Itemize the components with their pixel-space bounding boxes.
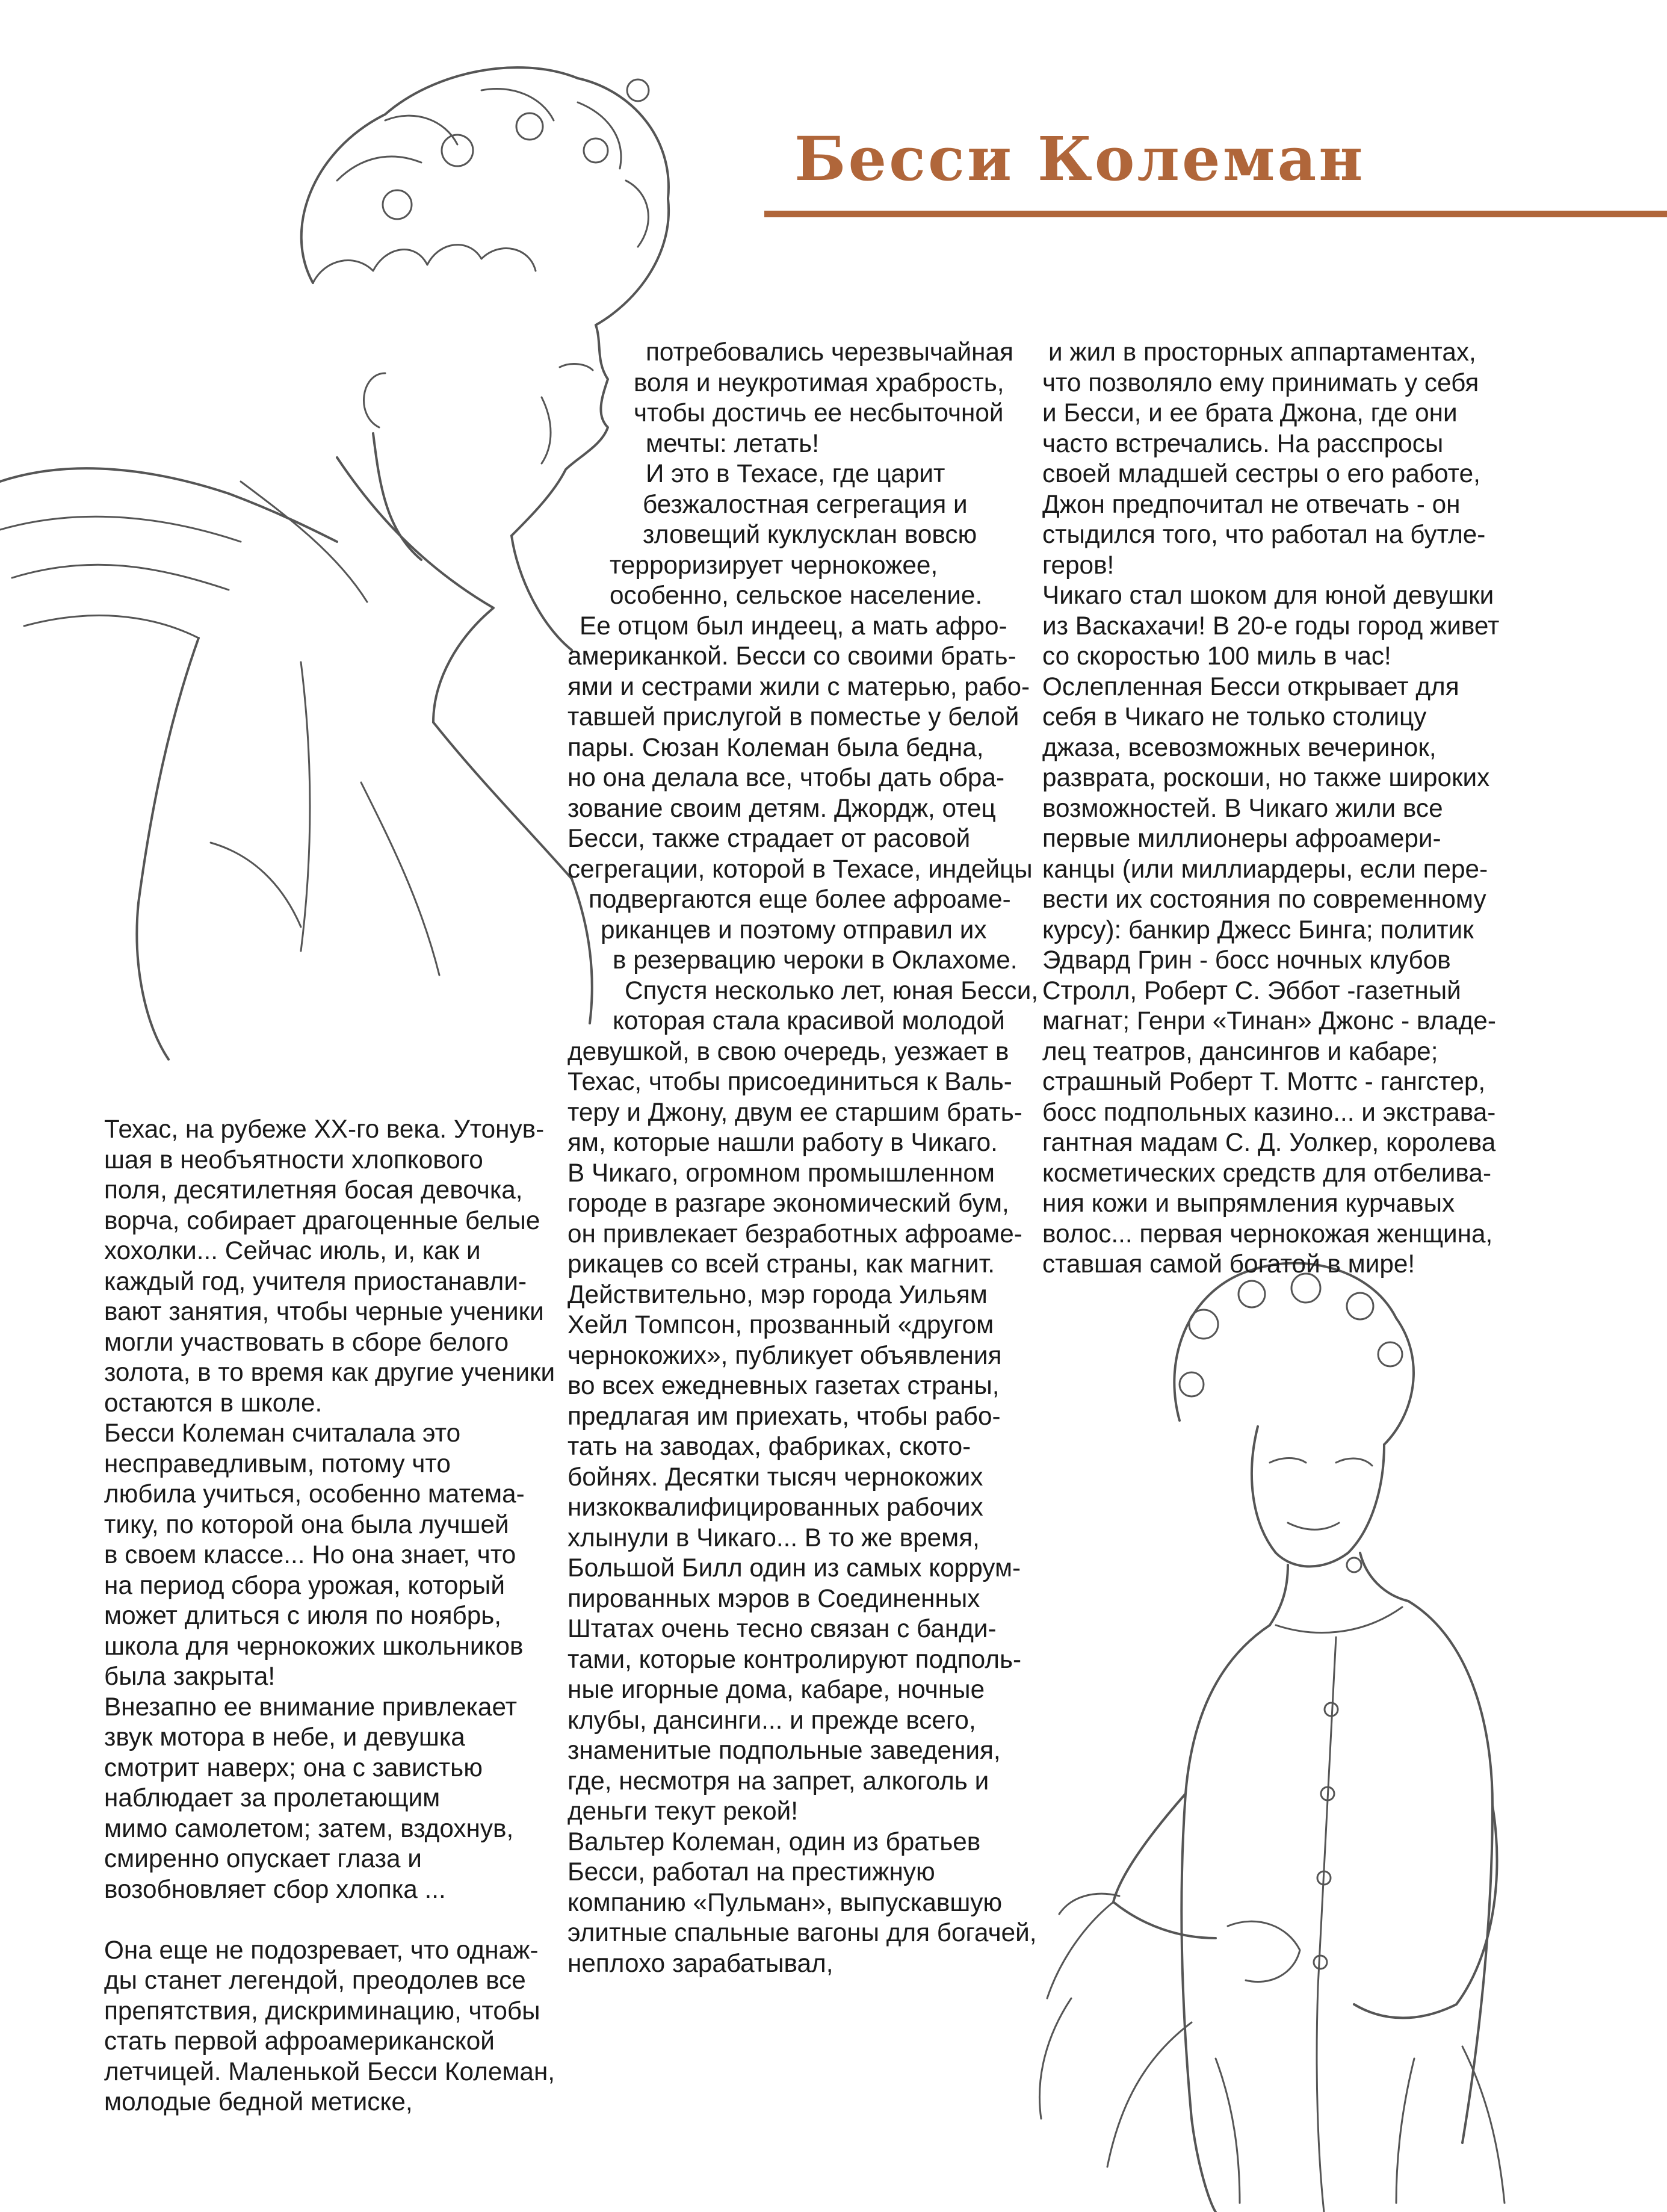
column1-line: золота, в то время как другие ученики <box>104 1358 555 1386</box>
column1-line: мимо самолетом; затем, вздохнув, <box>104 1814 514 1842</box>
column1-line: поля, десятилетняя босая девочка, <box>104 1176 523 1204</box>
column2-line: деньги текут рекой! <box>568 1797 799 1825</box>
column1-line: звук мотора в небе, и девушка <box>104 1723 465 1751</box>
column3-line: возможностей. В Чикаго жили все <box>1042 793 1443 822</box>
column2-line: риканцев и поэтому отправил их <box>601 915 987 944</box>
column2-line: подвергаются еще более афроаме- <box>589 885 1011 913</box>
column2-line: безжалостная сегрегация и <box>643 489 968 518</box>
column3-line: разврата, роскоши, но также широких <box>1042 763 1490 792</box>
column2-line: где, несмотря на запрет, алкоголь и <box>568 1766 989 1795</box>
column3-line: косметических средств для отбелива- <box>1042 1158 1492 1187</box>
column1-line: смиренно опускает глаза и <box>104 1844 422 1873</box>
column2-line: знаменитые подпольные заведения, <box>568 1736 1001 1764</box>
column2-line: тать на заводах, фабриках, ското- <box>568 1432 971 1460</box>
column2-line: Спустя несколько лет, юная Бесси, <box>625 976 1039 1005</box>
column1-line: вают занятия, чтобы черные ученики <box>104 1297 544 1325</box>
column3-line: джаза, всевозможных вечеринок, <box>1042 733 1437 761</box>
column2-line: но она делала все, чтобы дать обра- <box>568 763 1005 792</box>
column2-line: предлагая им приехать, чтобы рабо- <box>568 1401 1001 1430</box>
column1-line: несправедливым, потому что <box>104 1449 451 1478</box>
column2-line: он привлекает безработных афроаме- <box>568 1219 1022 1248</box>
column3-line: волос... первая чернокожая женщина, <box>1042 1219 1493 1248</box>
column2-line: городе в разгаре экономический бум, <box>568 1189 1009 1217</box>
text-column-2 <box>568 337 1038 1978</box>
column3-line: что позволяло ему принимать у себя <box>1042 368 1479 397</box>
column1-line: Она еще не подозревает, что однаж- <box>104 1935 539 1964</box>
column3-line: босс подпольных казино... и экстрава- <box>1042 1097 1496 1126</box>
column2-line: сегрегации, которой в Техасе, индейцы <box>568 854 1033 883</box>
column1-line: на период сбора урожая, который <box>104 1570 505 1599</box>
column1-line: стать первой афроамериканской <box>104 2027 495 2055</box>
column1-line: хохолки... Сейчас июль, и, как и <box>104 1236 481 1265</box>
text-column-3 <box>1042 337 1499 1280</box>
column1-line: Внезапно ее внимание привлекает <box>104 1692 517 1721</box>
column3-line: и Бесси, и ее брата Джона, где они <box>1042 398 1458 427</box>
column1-line: ды станет легендой, преодолев все <box>104 1966 526 1994</box>
column2-line: Бесси, также страдает от расовой <box>568 824 971 852</box>
column1-line: могли участвовать в сборе белого <box>104 1327 509 1356</box>
column3-line: из Васкахачи! В 20-е годы город живет <box>1042 611 1500 640</box>
column2-line: чернокожих», публикует объявления <box>568 1340 1002 1369</box>
column2-line: пированных мэров в Соединенных <box>568 1584 980 1613</box>
column3-line: гантная мадам С. Д. Уолкер, королева <box>1042 1128 1496 1156</box>
column2-line: бойнях. Десятки тысяч чернокожих <box>568 1462 983 1491</box>
column2-line: американкой. Бесси со своими брать- <box>568 642 1016 670</box>
column2-line: Действительно, мэр города Уильям <box>568 1280 988 1309</box>
column1-line: летчицей. Маленькой Бесси Колеман, <box>104 2057 555 2086</box>
column1-line: препятствия, дискриминацию, чтобы <box>104 1996 540 2025</box>
column3-line: Ослепленная Бесси открывает для <box>1042 672 1459 701</box>
column1-line: тику, по которой она была лучшей <box>104 1510 509 1538</box>
column3-line: геров! <box>1042 550 1115 579</box>
column2-line: чтобы достичь ее несбыточной <box>634 398 1004 427</box>
column2-line: особенно, сельское население. <box>610 581 983 609</box>
column3-line: со скоростью 100 миль в час! <box>1042 642 1391 670</box>
column2-line: теру и Джону, двум ее старшим брать- <box>568 1097 1022 1126</box>
column1-line: любила учиться, особенно матема- <box>104 1479 525 1508</box>
title-rule <box>764 211 1667 217</box>
column3-line: Эдвард Грин - босс ночных клубов <box>1042 946 1451 974</box>
column1-line: может длиться с июля по ноябрь, <box>104 1601 502 1629</box>
column3-line: курсу): банкир Джесс Бинга; политик <box>1042 915 1474 944</box>
column2-line: ями и сестрами жили с матерью, рабо- <box>568 672 1030 701</box>
column1-line: школа для чернокожих школьников <box>104 1631 524 1660</box>
column2-line: которая стала красивой молодой <box>613 1006 1005 1035</box>
column1-line: наблюдает за пролетающим <box>104 1783 441 1812</box>
column3-line: Стролл, Роберт С. Эббот -газетный <box>1042 976 1461 1005</box>
column2-line: ям, которые нашли работу в Чикаго. <box>568 1128 998 1156</box>
column1-line: шая в необъятности хлопкового <box>104 1145 483 1174</box>
column3-line: канцы (или миллиардеры, если пере- <box>1042 854 1488 883</box>
column1-line: возобновляет сбор хлопка ... <box>104 1874 446 1903</box>
column2-line: во всех ежедневных газетах страны, <box>568 1371 1000 1399</box>
column2-line: неплохо зарабатывал, <box>568 1948 834 1977</box>
column3-line: страшный Роберт Т. Моттс - гангстер, <box>1042 1067 1486 1095</box>
column2-line: рикацев со всей страны, как магнит. <box>568 1250 995 1278</box>
column3-line: своей младшей сестры о его работе, <box>1042 459 1480 488</box>
column3-line: ставшая самой богатой в мире! <box>1042 1250 1415 1278</box>
column2-line: зловещий куклусклан вовсю <box>643 520 977 548</box>
column2-line: Большой Билл один из самых коррум- <box>568 1554 1021 1582</box>
column2-line: низкоквалифицированных рабочих <box>568 1493 983 1521</box>
column2-line: Бесси, работал на престижную <box>568 1857 935 1886</box>
column1-line: ворча, собирает драгоценные белые <box>104 1206 540 1235</box>
column2-line: тами, которые контролируют подполь- <box>568 1644 1022 1673</box>
column3-line: часто встречались. На расспросы <box>1042 429 1444 457</box>
column2-line: девушкой, в свою очередь, уезжает в <box>568 1036 1009 1065</box>
column3-line: стыдился того, что работал на бутле- <box>1042 520 1486 548</box>
column3-line: ния кожи и выпрямления курчавых <box>1042 1189 1455 1217</box>
column2-line: компанию «Пульман», выпускавшую <box>568 1888 1003 1916</box>
column2-line: Вальтер Колеман, один из братьев <box>568 1827 981 1856</box>
column3-line: себя в Чикаго не только столицу <box>1042 702 1427 731</box>
column1-line: Техас, на рубеже ХХ-го века. Утонув- <box>104 1115 545 1143</box>
text-column-1 <box>104 1114 555 2118</box>
column2-line: элитные спальные вагоны для богачей, <box>568 1918 1037 1947</box>
column1-line: была закрыта! <box>104 1662 276 1690</box>
column2-line: В Чикаго, огромном промышленном <box>568 1158 995 1187</box>
column2-line: в резервацию чероки в Оклахоме. <box>613 946 1018 974</box>
column2-line: хлынули в Чикаго... В то же время, <box>568 1523 980 1552</box>
bessie-coat-sketch-lines <box>1039 1263 1505 2212</box>
column3-line: Джон предпочитал не отвечать - он <box>1042 489 1461 518</box>
column3-line: вести их состояния по современному <box>1042 885 1486 913</box>
column2-line: Техас, чтобы присоединиться к Валь- <box>568 1067 1012 1095</box>
column2-line: Ее отцом был индеец, а мать афро- <box>580 611 1007 640</box>
column2-line: терроризирует чернокожее, <box>610 550 938 579</box>
column3-line: лец театров, дансингов и кабаре; <box>1042 1036 1438 1065</box>
column1-line: Бесси Колеман считалала это <box>104 1419 461 1447</box>
article-title: Бесси Колеман <box>794 123 1365 194</box>
column3-line: и жил в просторных аппартаментах, <box>1048 338 1476 366</box>
column2-line: пары. Сюзан Колеман была бедна, <box>568 733 984 761</box>
column2-line: зование своим детям. Джордж, отец <box>568 793 996 822</box>
column3-line: магнат; Генри «Тинан» Джонс - владе- <box>1042 1006 1496 1035</box>
column1-line: молодые бедной метиске, <box>104 2087 413 2116</box>
column2-line: клубы, дансинги... и прежде всего, <box>568 1705 976 1734</box>
column3-line: Чикаго стал шоком для юной девушки <box>1042 581 1494 609</box>
column1-line <box>104 1904 555 1935</box>
column2-line: ные игорные дома, кабаре, ночные <box>568 1675 985 1703</box>
column2-line: Хейл Томпсон, прозванный «другом <box>568 1310 994 1339</box>
column2-line: И это в Техасе, где царит <box>646 459 945 488</box>
column2-line: Штатах очень тесно связан с банди- <box>568 1614 997 1643</box>
column2-line: воля и неукротимая храбрость, <box>634 368 1004 397</box>
column1-line: каждый год, учителя приостанавли- <box>104 1266 527 1295</box>
column2-line: потребовались черезвычайная <box>646 338 1013 366</box>
column2-line: тавшей прислугой в поместье у белой <box>568 702 1019 731</box>
column1-line: смотрит наверх; она с завистью <box>104 1753 483 1782</box>
column2-line: мечты: летать! <box>646 429 819 457</box>
column1-line: остаются в школе. <box>104 1388 323 1417</box>
column1-line: в своем классе... Но она знает, что <box>104 1540 516 1569</box>
column3-line: первые миллионеры афроамери- <box>1042 824 1441 852</box>
